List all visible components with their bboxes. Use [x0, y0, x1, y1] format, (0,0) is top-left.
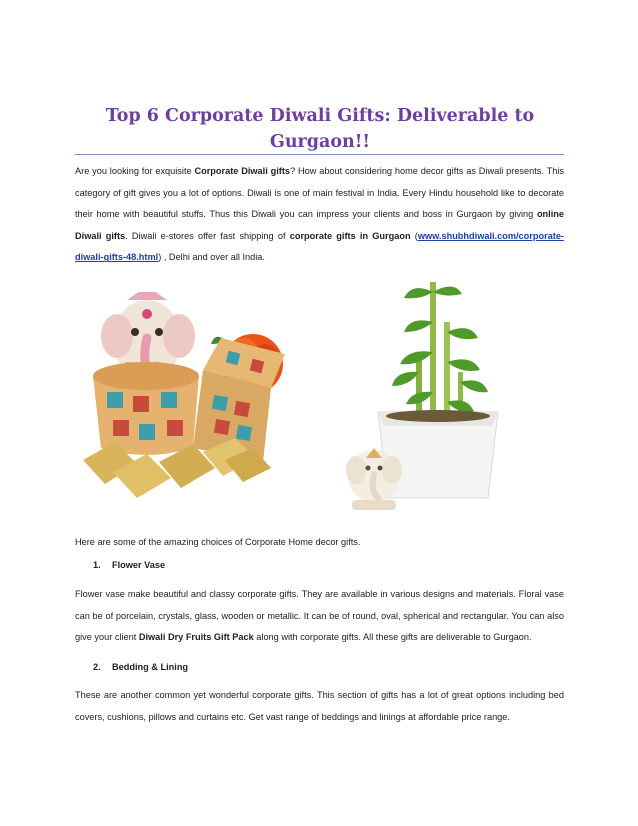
intro-paragraph [75, 161, 564, 269]
bamboo-leaves [392, 286, 488, 412]
text-run: ? How about considering home decor gifts as Diwali presents. This category of gift gives you a lot of options. Diwali is one of main festival in India. Every Hindu household like to decorate their home with beautiful stuffs. Thus this Diwali you can impress your clients and boss in Gurgaon by giving [75, 166, 564, 220]
gift-box-front [93, 362, 199, 455]
text-run: . Diwali e-stores offer fast shipping of [125, 230, 290, 241]
text-run: ( [410, 230, 418, 241]
list-number: 2. [93, 662, 101, 672]
list-heading: Bedding & Lining [112, 662, 189, 672]
list-number: 1. [93, 560, 101, 570]
list-item-flower-vase [93, 558, 165, 572]
bold-run: Corporate Diwali gifts [194, 166, 291, 176]
ganesha-gift-box-image [75, 292, 295, 502]
text-run: Are you looking for exquisite [75, 166, 195, 176]
bedding-paragraph [75, 685, 564, 728]
bold-run: corporate gifts in Gurgaon [289, 230, 411, 241]
list-heading: Flower Vase [112, 560, 166, 570]
text-run: These are another common yet wonderful corporate gifts. This section of gifts has a lot of great options including bed covers, cushions, pillows and curtains etc. Get vast range of beddings and linings at affordable price range. [75, 690, 564, 722]
bamboo-plant-image [312, 262, 562, 520]
small-ganesha [346, 448, 402, 510]
list-item-bedding [93, 660, 188, 674]
choices-intro: Here are some of the amazing choices of Corporate Home decor gifts. [75, 537, 361, 547]
flower-vase-paragraph [75, 584, 564, 649]
text-run: along with corporate gifts. All these gifts are deliverable to Gurgaon. [253, 632, 532, 643]
text-run: Flower vase make beautiful and classy corporate gifts. They are available in various designs and materials. Floral vase can be of porcelain, crystals, glass, wooden or metallic. It can be of round, oval, spherical and rectangular. You can also give your client [75, 589, 564, 643]
bold-run: Diwali Dry Fruits Gift Pack [138, 632, 254, 643]
page-title: Top 6 Corporate Diwali Gifts: Deliverable to Gurgaon!! [105, 106, 535, 152]
text-run: ) , Delhi and over all India. [158, 252, 265, 263]
title-divider [75, 154, 564, 155]
shubhdiwali-link[interactable]: www.shubhdiwali.com/corporate-diwali-gifts-48.html [75, 230, 564, 263]
bold-run: online Diwali gifts [75, 209, 564, 241]
